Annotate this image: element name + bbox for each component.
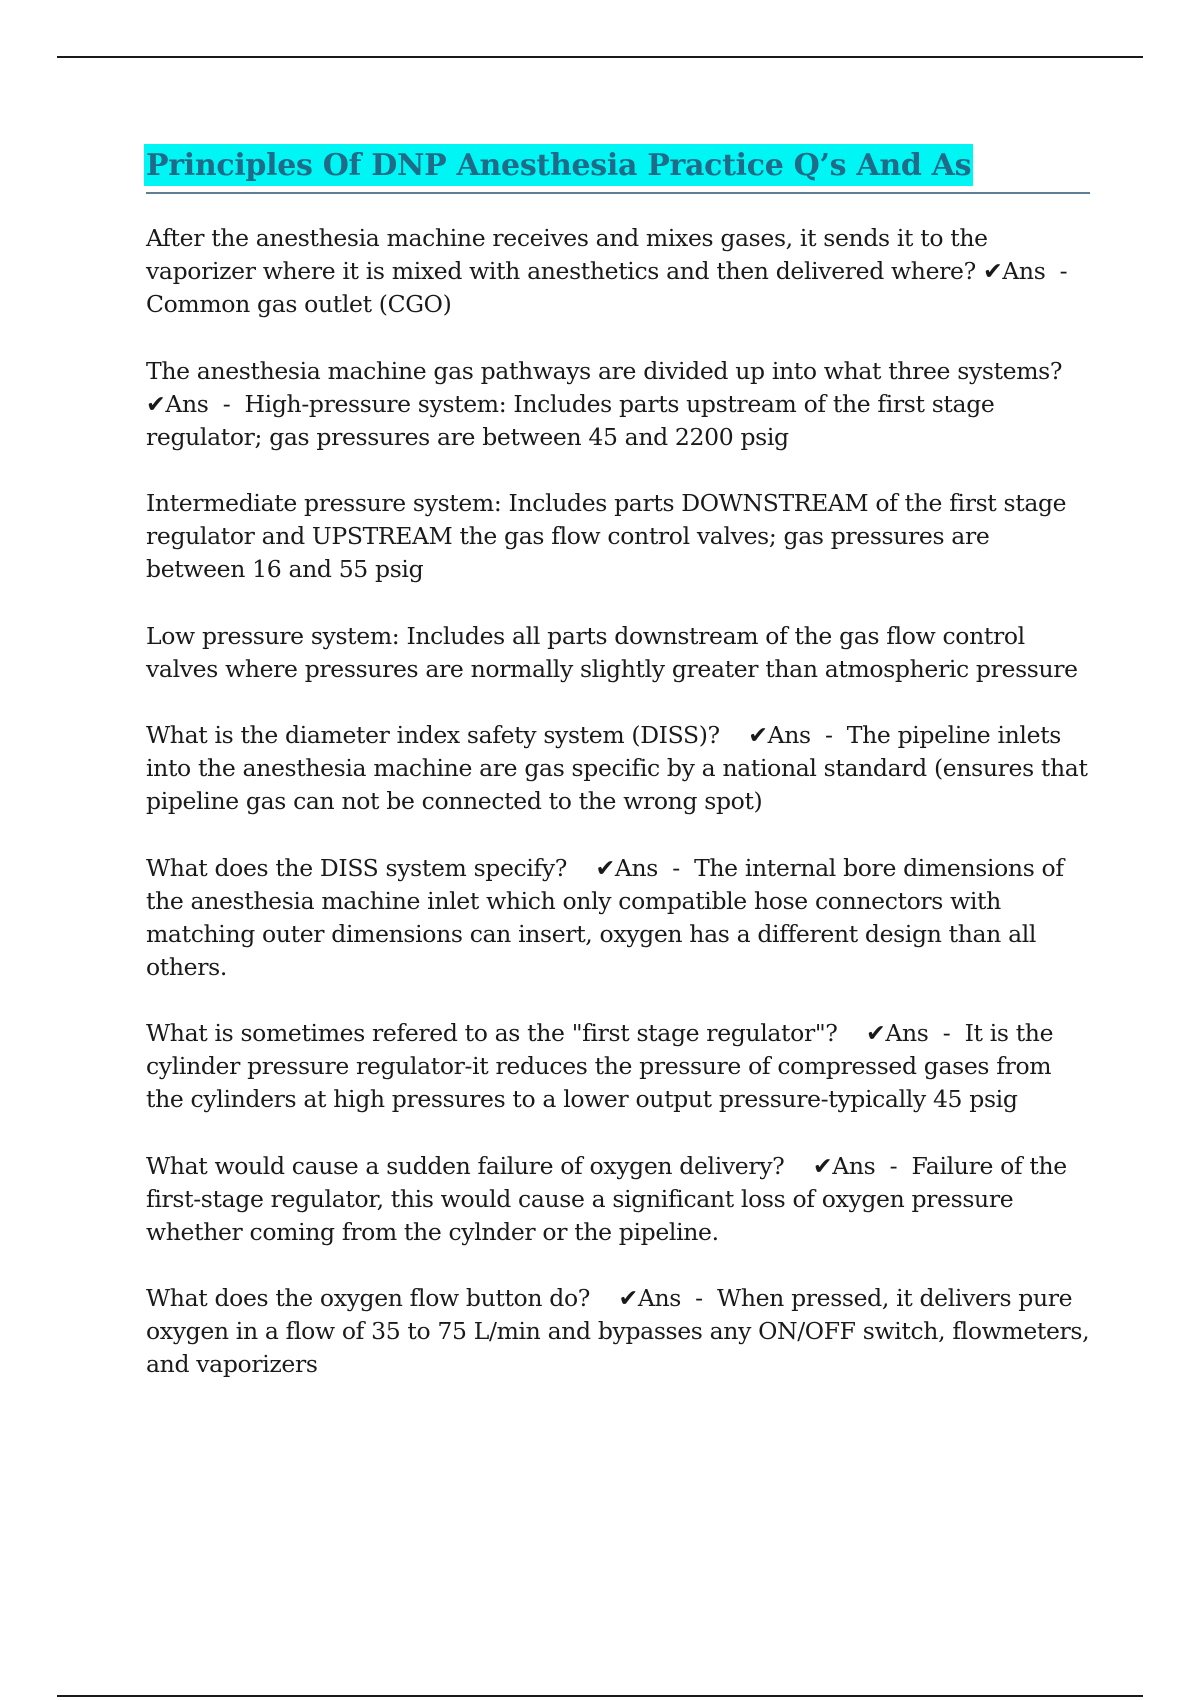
document-body: [146, 144, 1090, 1415]
answer-marker: ✔Ans -: [748, 721, 847, 749]
answer-marker: ✔Ans -: [982, 257, 1082, 285]
qa-paragraph-7: [146, 1017, 1090, 1116]
question-text: After the anesthesia machine receives and mixes gases, it sends it to the vaporizer where it is mixed with anesthetics and then delivered where?: [146, 224, 988, 285]
answer-text: It is the cylinder pressure regulator-it reduces the pressure of compressed gases from the cylinders at high pressures to a lower output pressure-typically 45 psig: [146, 1019, 1054, 1113]
qa-paragraph-4: [146, 620, 1090, 686]
answer-marker: ✔Ans -: [812, 1151, 912, 1180]
page-top-rule: [57, 56, 1143, 58]
page-bottom-rule: [57, 1695, 1143, 1697]
answer-text: Failure of the first-stage regulator, this would cause a significant loss of oxygen pressure whether coming from the cylnder or the pipeline.: [146, 1151, 1067, 1246]
qa-paragraph-2: [146, 355, 1090, 454]
question-text: What does the oxygen flow button do?: [146, 1284, 590, 1312]
answer-marker: ✔Ans -: [595, 853, 695, 882]
question-text: Low pressure system: Includes all parts downstream of the gas flow control valves where pressures are normally slightly greater than atmospheric pressure: [146, 621, 1078, 683]
qa-paragraph-1: [146, 222, 1090, 321]
question-text: Intermediate pressure system: Includes parts DOWNSTREAM of the first stage regulator and UPSTREAM the gas flow control valves; gas pressures are between 16 and 55 psig: [146, 489, 1067, 583]
question-text: What would cause a sudden failure of oxygen delivery?: [146, 1151, 785, 1180]
separator: [720, 721, 748, 749]
qa-paragraph-3: [146, 487, 1090, 586]
question-text: The anesthesia machine gas pathways are divided up into what three systems?: [146, 356, 1063, 385]
answer-text: The pipeline inlets into the anesthesia machine are gas specific by a national standard (ensures that pipeline gas can not be connected to the wrong spot): [146, 721, 1088, 815]
question-text: What is sometimes refered to as the "first stage regulator"?: [146, 1019, 838, 1047]
answer-text: When pressed, it delivers pure oxygen in a flow of 35 to 75 L/min and bypasses any ON/OFF switch, flowmeters, and vaporizers: [146, 1284, 1090, 1378]
document-title: Principles Of DNP Anesthesia Practice Q’s And As: [144, 144, 973, 186]
separator: [976, 257, 983, 285]
separator: [1062, 357, 1090, 385]
answer-text: High-pressure system: Includes parts upstream of the first stage regulator; gas pressures are between 45 and 2200 psig: [146, 389, 995, 451]
answer-text: Common gas outlet (CGO): [146, 290, 452, 318]
question-text: What does the DISS system specify?: [146, 853, 568, 882]
separator: [590, 1284, 618, 1312]
answer-marker: ✔Ans -: [146, 389, 245, 418]
title-block: [146, 144, 1090, 194]
qa-paragraph-8: [146, 1150, 1090, 1249]
qa-paragraph-9: [146, 1282, 1090, 1381]
separator: [784, 1152, 812, 1180]
question-text: What is the diameter index safety system (DISS)?: [146, 721, 720, 749]
separator: [567, 854, 595, 882]
answer-marker: ✔Ans -: [618, 1284, 718, 1312]
qa-paragraph-5: [146, 719, 1090, 818]
qa-paragraph-6: [146, 852, 1090, 984]
answer-text: The internal bore dimensions of the anesthesia machine inlet which only compatible hose connectors with matching outer dimensions can insert, oxygen has a different design than all others.: [146, 853, 1064, 981]
separator: [838, 1019, 866, 1047]
answer-marker: ✔Ans -: [866, 1019, 965, 1047]
